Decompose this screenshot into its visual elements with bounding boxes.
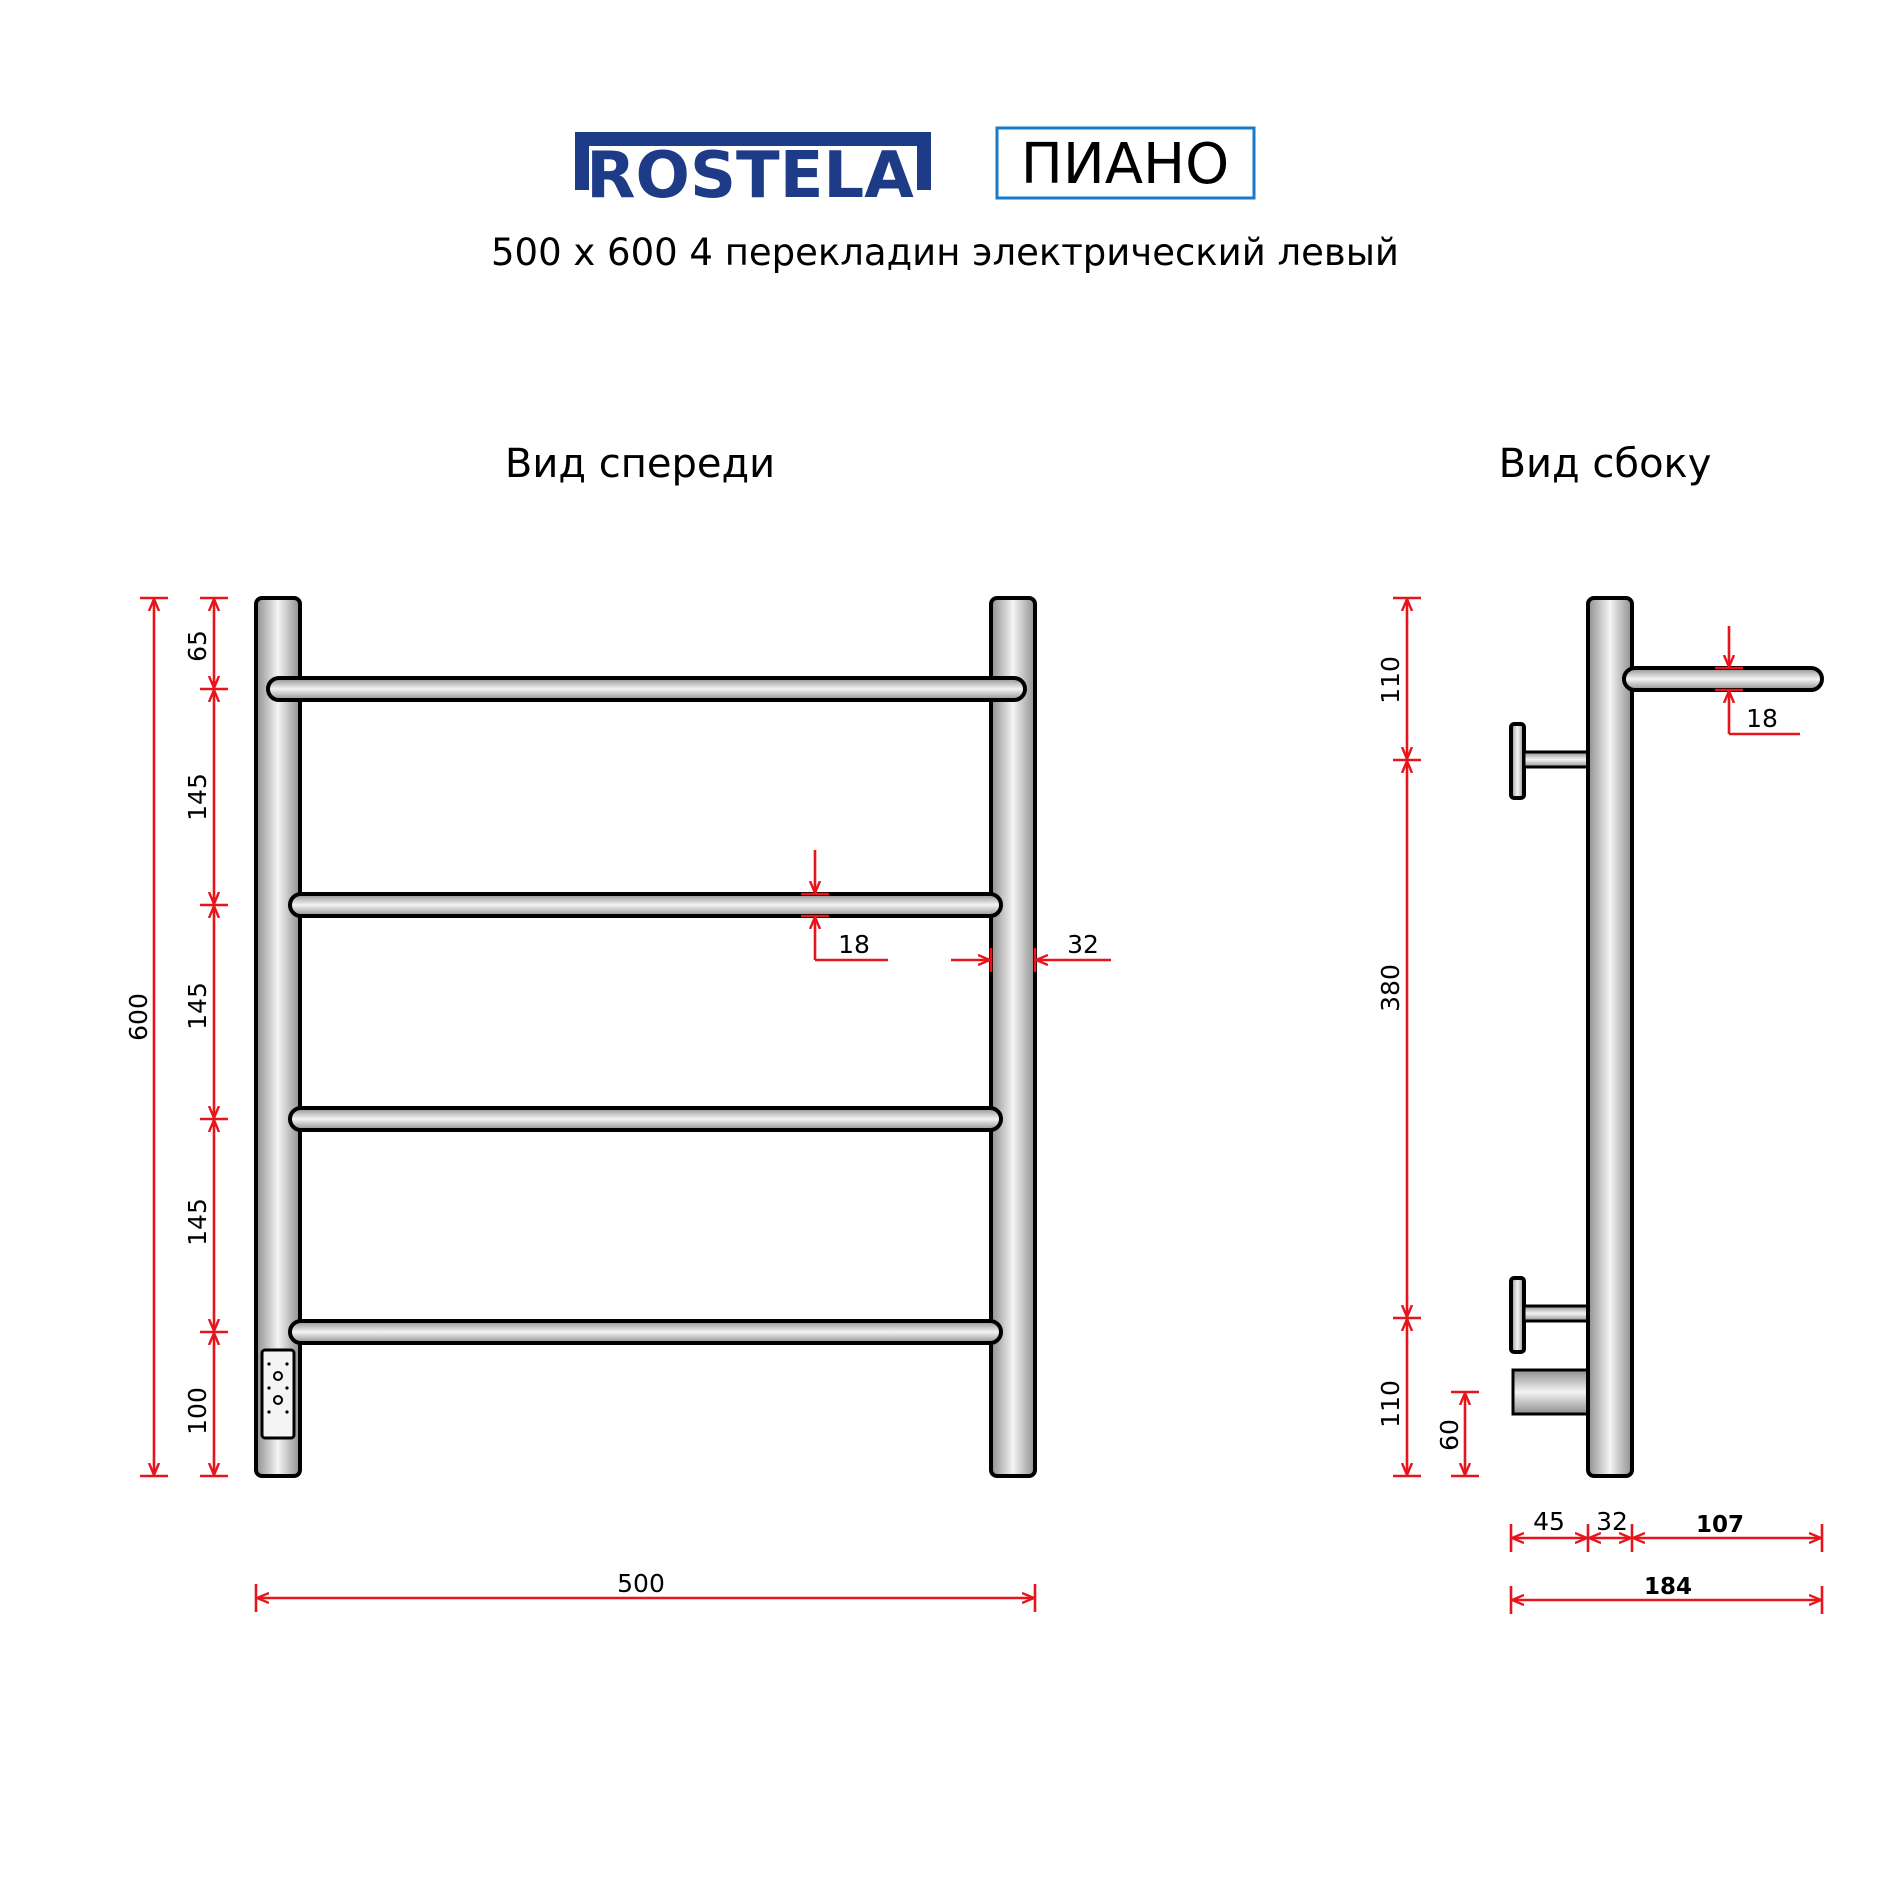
side-view bbox=[1376, 598, 1822, 1614]
dim-width: 500 bbox=[617, 1569, 665, 1598]
dim-bar-diameter: 18 bbox=[838, 930, 870, 959]
wall-bracket-bottom bbox=[1524, 1306, 1590, 1321]
wall-flange-bottom bbox=[1511, 1278, 1524, 1352]
dim-depth-post: 32 bbox=[1596, 1507, 1628, 1536]
dim-bottom-offset: 100 bbox=[183, 1387, 212, 1435]
dim-total-height: 600 bbox=[124, 993, 153, 1041]
dim-side-bar-diameter: 18 bbox=[1746, 704, 1778, 733]
model-box bbox=[997, 128, 1254, 198]
left-post bbox=[256, 598, 300, 1476]
dim-side-top: 110 bbox=[1376, 656, 1405, 704]
dim-side-bottom: 110 bbox=[1376, 1380, 1405, 1428]
brand-logo bbox=[575, 132, 931, 213]
right-post bbox=[991, 598, 1035, 1476]
dim-gap-3: 145 bbox=[183, 1198, 212, 1246]
product-subtitle: 500 х 600 4 перекладин электрический левый bbox=[491, 231, 1399, 274]
dim-gap-2: 145 bbox=[183, 982, 212, 1030]
crossbar-4 bbox=[290, 1321, 1001, 1343]
model-name: ПИАНО bbox=[1020, 132, 1230, 197]
dim-depth-wall: 45 bbox=[1533, 1507, 1565, 1536]
dim-gap-1: 145 bbox=[183, 773, 212, 821]
side-control-unit bbox=[1513, 1370, 1591, 1414]
wall-bracket-top bbox=[1524, 752, 1590, 767]
wall-flange-top bbox=[1511, 724, 1524, 798]
dim-depth-total: 184 bbox=[1643, 1574, 1693, 1600]
dim-side-middle: 380 bbox=[1376, 964, 1405, 1012]
control-unit bbox=[262, 1350, 294, 1438]
side-view-title: Вид сбоку bbox=[1498, 441, 1712, 487]
dim-depth-bar: 107 bbox=[1695, 1512, 1745, 1538]
crossbar-3 bbox=[290, 1108, 1001, 1130]
side-bar bbox=[1624, 668, 1822, 690]
front-view bbox=[124, 598, 1111, 1612]
side-post bbox=[1588, 598, 1632, 1476]
dim-post-diameter: 32 bbox=[1067, 930, 1099, 959]
dim-control-height: 60 bbox=[1435, 1419, 1464, 1451]
brand-name: ROSTELA bbox=[586, 139, 914, 213]
dim-top-offset: 65 bbox=[183, 630, 212, 662]
crossbar-1 bbox=[268, 678, 1025, 700]
front-view-title: Вид спереди bbox=[504, 441, 776, 487]
crossbar-2 bbox=[290, 894, 1001, 916]
